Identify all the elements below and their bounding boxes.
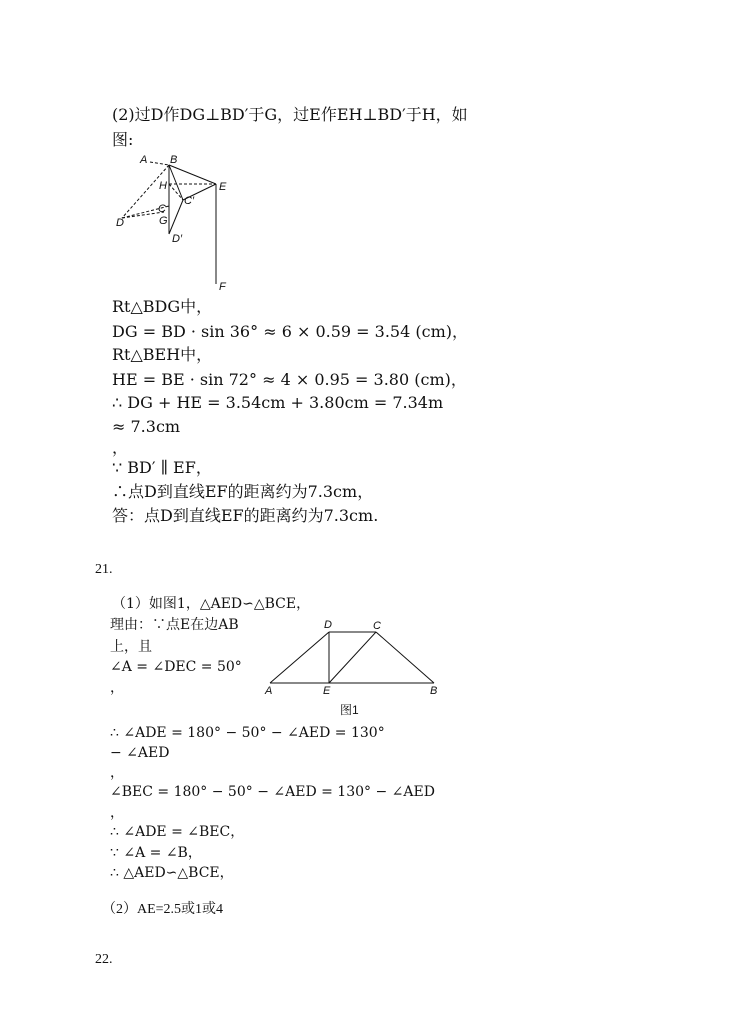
- fig-label-g: G: [159, 215, 168, 227]
- fig1-label-c: C: [373, 620, 381, 632]
- part2-heading-line2: 图:: [112, 130, 134, 149]
- q21-line-7: ∵ ∠A = ∠B，: [110, 845, 202, 861]
- figure-1-caption: 图1: [340, 703, 359, 717]
- q21-line-6: ∴ ∠ADE = ∠BEC，: [110, 824, 245, 840]
- figure-1-trapezoid: [262, 617, 452, 699]
- question-number-22: 22.: [95, 952, 113, 967]
- fig1-label-a: A: [265, 685, 273, 697]
- q21-reason-line3: ∠A = ∠DEC = 50°: [110, 659, 242, 675]
- figure-3d-diagram: [112, 152, 262, 292]
- fig-label-a: A: [140, 154, 148, 166]
- fig-label-h: H: [159, 180, 167, 192]
- q21-line-3: ，: [110, 765, 124, 781]
- q21-line-4: ∠BEC = 180° − 50° − ∠AED = 130° − ∠AED: [110, 784, 435, 800]
- solution-line-8: ∵ BD′ ∥ EF，: [112, 458, 212, 477]
- solution-line-9: ∴点D到直线EF的距离约为7.3cm，: [112, 482, 374, 501]
- fig-label-d: D: [116, 217, 124, 229]
- solution-line-5: ∴ DG + HE = 3.54cm + 3.80cm = 7.34m: [112, 393, 444, 412]
- solution-line-2: DG = BD · sin 36° ≈ 6 × 0.59 = 3.54 (cm)，: [112, 322, 468, 341]
- q21-line-2: − ∠AED: [110, 745, 170, 761]
- solution-line-3: Rt△BEH中，: [112, 345, 213, 364]
- fig-label-e: E: [219, 181, 227, 193]
- fig-label-b: B: [170, 154, 178, 166]
- q21-reason-line1: 理由：∵点E在边AB: [110, 617, 239, 633]
- fig-label-c-prime: C′: [184, 195, 195, 207]
- solution-line-6: ≈ 7.3cm: [112, 417, 181, 436]
- q21-line-1: ∴ ∠ADE = 180° − 50° − ∠AED = 130°: [110, 725, 385, 741]
- solution-line-1: Rt△BDG中，: [112, 297, 213, 316]
- fig1-label-d: D: [324, 619, 332, 631]
- solution-line-4: HE = BE · sin 72° ≈ 4 × 0.95 = 3.80 (cm)，: [112, 370, 467, 389]
- q21-line-8: ∴ △AED∽△BCE，: [110, 865, 234, 881]
- question-number-21: 21.: [95, 562, 113, 577]
- fig1-label-e: E: [323, 685, 331, 697]
- fig-label-c: C: [158, 203, 166, 215]
- q21-part2-answer: （2）AE=2.5或1或4: [102, 902, 224, 917]
- q21-part1-heading: （1）如图1，△AED∽△BCE，: [112, 596, 311, 612]
- fig-label-d-prime: D′: [172, 233, 183, 245]
- fig-label-f: F: [219, 281, 226, 292]
- part2-heading-line1: (2)过D作DG⊥BD′于G，过E作EH⊥BD′于H，如: [112, 105, 468, 124]
- q21-reason-line4: ，: [110, 680, 124, 696]
- answer-line: 答：点D到直线EF的距离约为7.3cm.: [112, 506, 379, 525]
- q21-line-5: ，: [110, 805, 124, 821]
- fig1-label-b: B: [430, 685, 438, 697]
- q21-reason-line2: 上，且: [110, 639, 152, 655]
- solution-line-7: ，: [112, 438, 129, 457]
